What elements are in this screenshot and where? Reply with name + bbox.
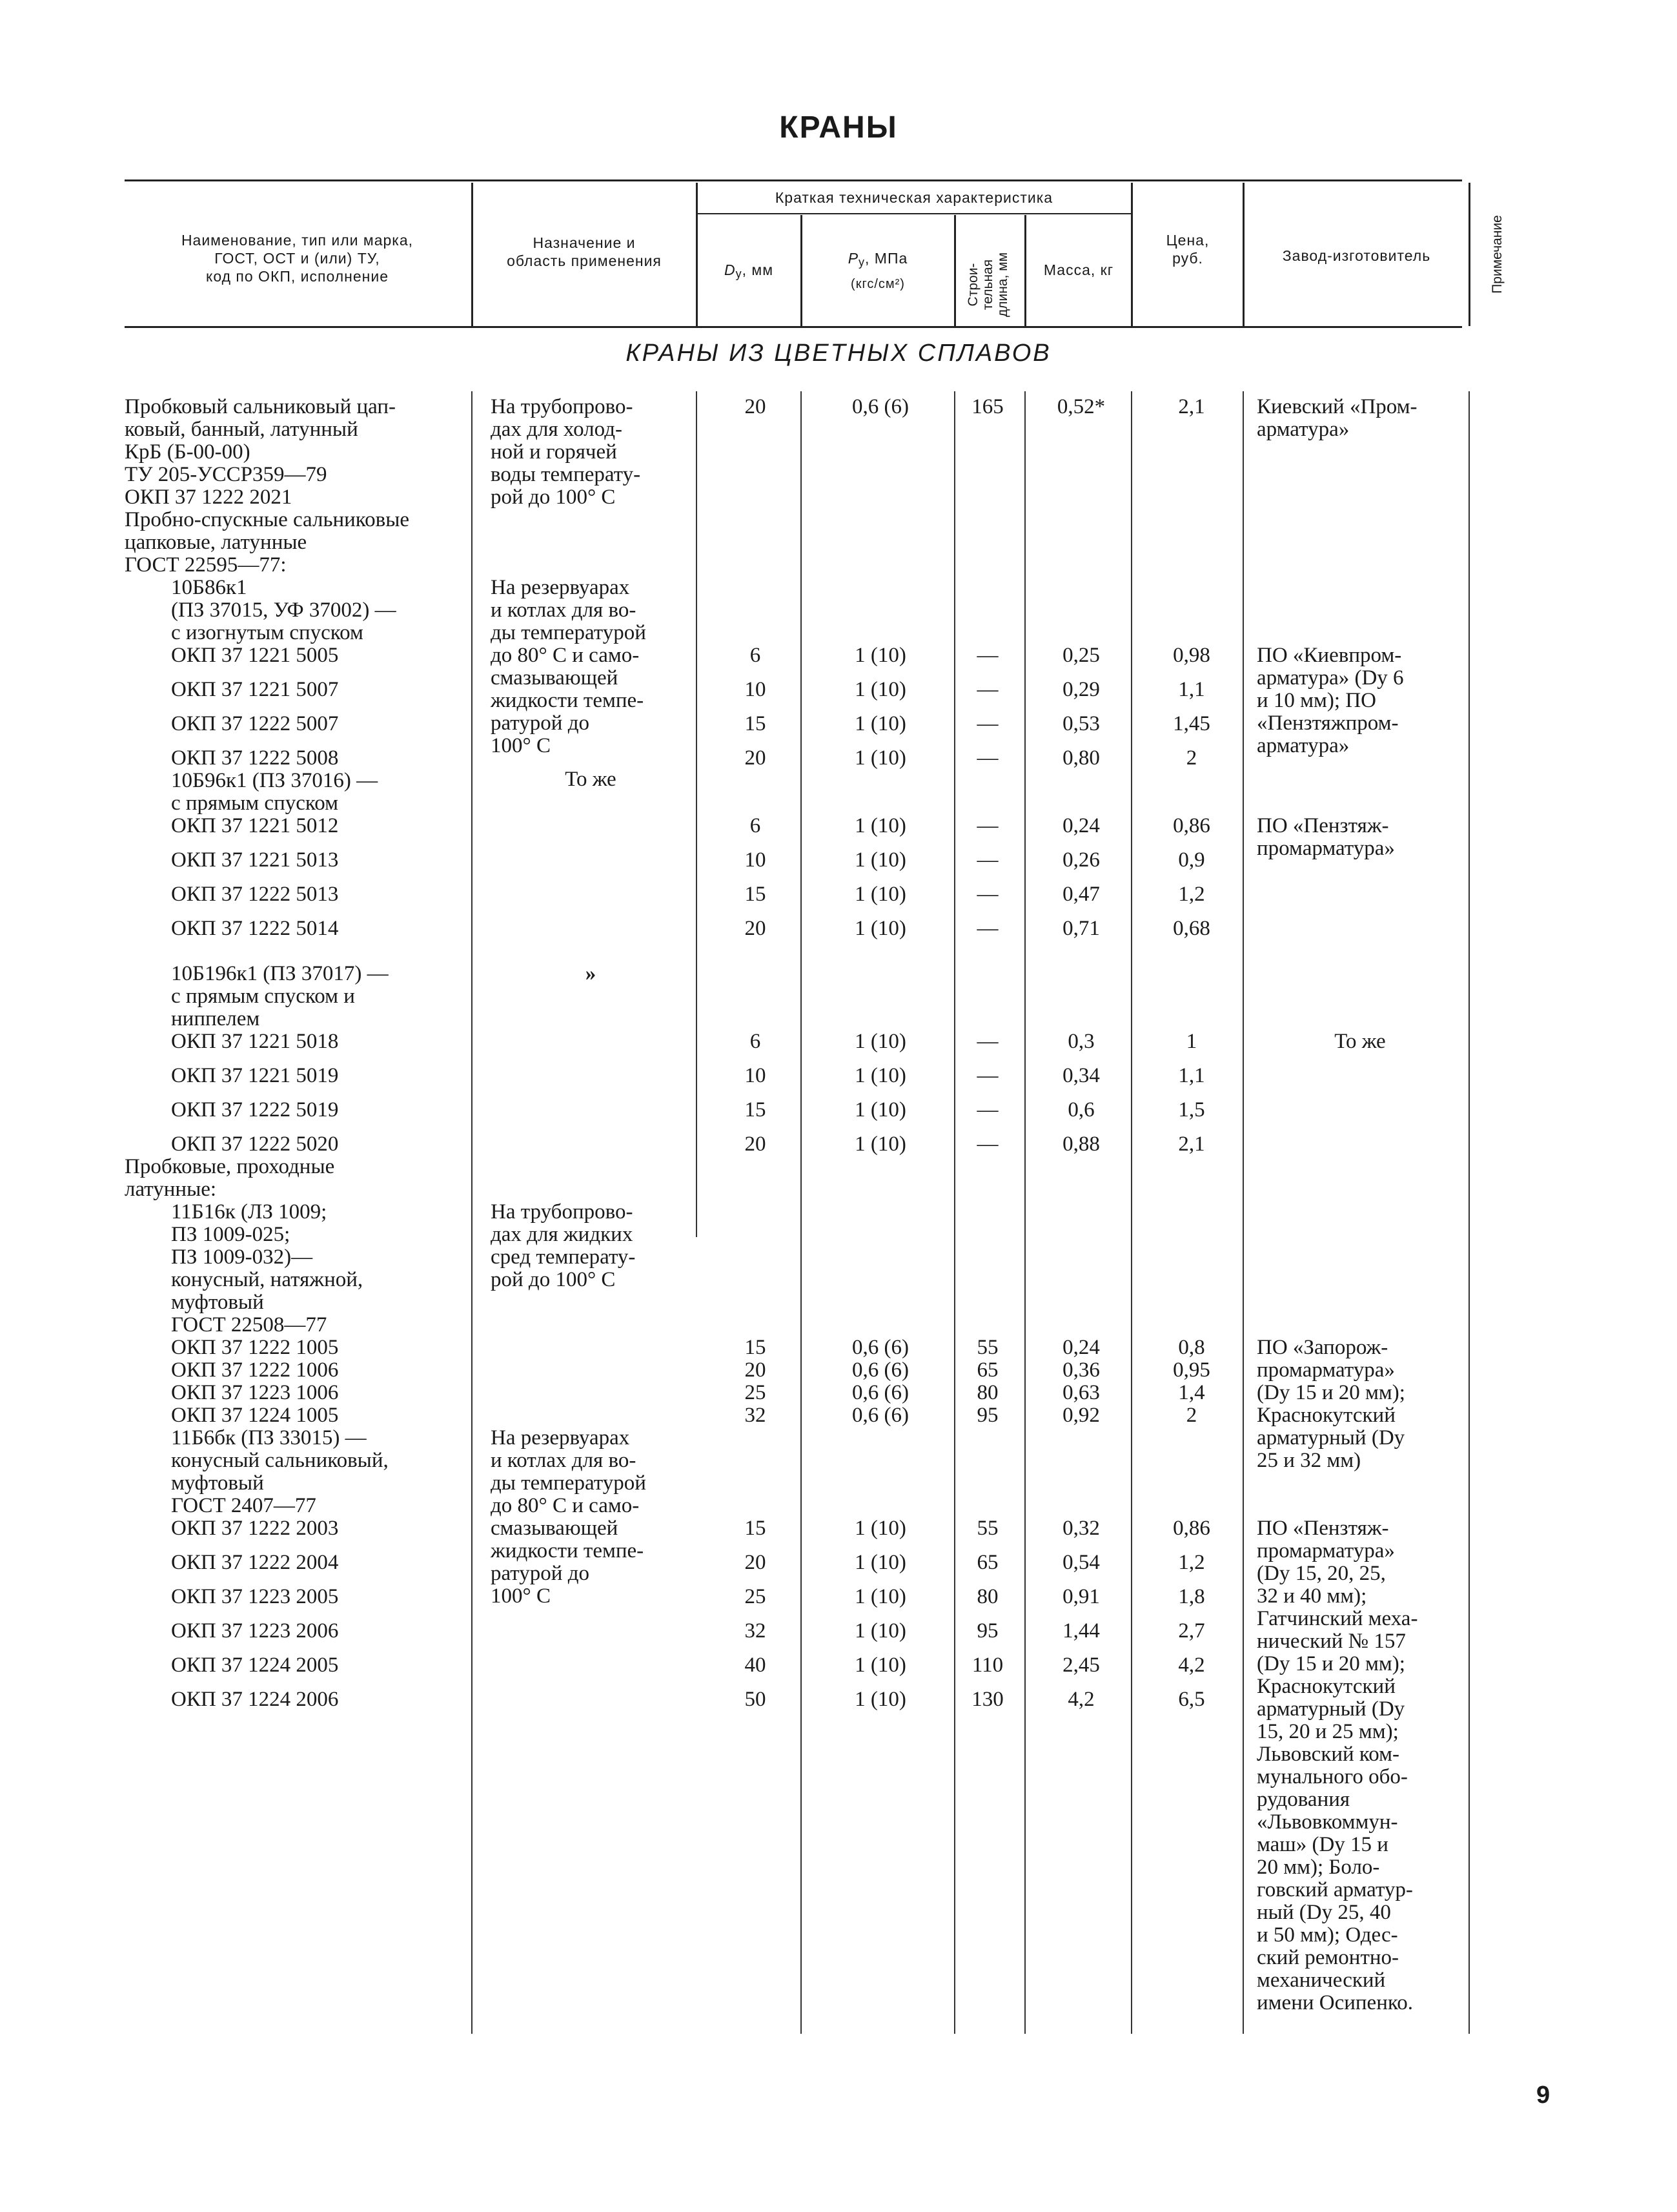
cell-mass: 0,24 (1062, 1336, 1100, 1359)
purpose-line: ды температурой (491, 1471, 646, 1495)
purpose-line: рой до 100° С (491, 1268, 616, 1291)
body-divider-2 (696, 391, 697, 1237)
header-name: Наименование, тип или марка, ГОСТ, ОСТ и (или) ТУ, код по ОКП, исполнение (181, 232, 414, 285)
cell-price: 2,1 (1178, 1132, 1205, 1156)
cell-dn: 25 (744, 1381, 766, 1404)
name-line: ГОСТ 22508—77 (171, 1313, 327, 1336)
maker-line: Львовский ком- (1257, 1743, 1400, 1766)
maker-line: и 10 мм); ПО (1257, 689, 1376, 712)
cell-price: 1 (1186, 1030, 1197, 1053)
maker-line: То же (1334, 1030, 1386, 1053)
cell-price: 6,5 (1178, 1688, 1205, 1711)
cell-pn: 1 (10) (855, 917, 906, 940)
cell-mass: 0,25 (1062, 644, 1100, 667)
maker-line: и 50 мм); Одес- (1257, 1923, 1398, 1947)
name-line: конусный сальниковый, (171, 1449, 389, 1472)
maker-line: 20 мм); Боло- (1257, 1856, 1380, 1879)
header-dn: $D_у$, мм (724, 261, 774, 280)
cell-mass: 0,91 (1062, 1585, 1100, 1608)
cell-dn: 32 (744, 1619, 766, 1643)
maker-line: 25 и 32 мм) (1257, 1449, 1361, 1472)
cell-dn: 20 (744, 917, 766, 940)
cell-mass: 0,63 (1062, 1381, 1100, 1404)
header-tech-group: Краткая техническая характеристика (775, 189, 1053, 206)
cell-price: 0,98 (1173, 644, 1210, 667)
cell-price: 0,68 (1173, 917, 1210, 940)
name-line: ПЗ 1009-025; (171, 1223, 290, 1246)
cell-pn: 0,6 (6) (852, 1404, 909, 1427)
maker-line: арматура» (1257, 418, 1350, 441)
name-line: ОКП 37 1222 5007 (171, 712, 339, 735)
name-line: ОКП 37 1222 5013 (171, 883, 339, 906)
cell-mass: 0,71 (1062, 917, 1100, 940)
header-pn: $P_у$, МПа (кгс/см²) (848, 250, 908, 291)
cell-mass: 0,6 (1068, 1098, 1095, 1121)
purpose-line: до 80° С и само- (491, 644, 640, 667)
name-line: ОКП 37 1222 2021 (125, 486, 292, 509)
cell-pn: 1 (10) (855, 746, 906, 770)
maker-line: промарматура» (1257, 1539, 1395, 1562)
purpose-line: смазывающей (491, 1517, 618, 1540)
cell-pn: 1 (10) (855, 1654, 906, 1677)
cell-pn: 0,6 (6) (852, 395, 909, 418)
cell-price: 0,9 (1178, 848, 1205, 872)
name-line: ТУ 205-УССР359—79 (125, 463, 327, 486)
cell-dn: 15 (744, 883, 766, 906)
cell-dn: 20 (744, 395, 766, 418)
purpose-line: до 80° С и само- (491, 1494, 640, 1517)
col-divider-4 (954, 215, 956, 326)
name-line: Пробковый сальниковый цап- (125, 395, 396, 418)
cell-mass: 0,29 (1062, 678, 1100, 701)
cell-pn: 1 (10) (855, 644, 906, 667)
purpose-line: ды температурой (491, 621, 646, 644)
purpose-line: воды температу- (491, 463, 641, 486)
name-line: 10Б86к1 (171, 576, 247, 599)
page-title: КРАНЫ (779, 110, 898, 145)
cell-price: 1,5 (1178, 1098, 1205, 1121)
name-line: ПЗ 1009-032)— (171, 1245, 313, 1269)
name-line: латунные: (125, 1178, 217, 1201)
purpose-line: На резервуарах (491, 576, 630, 599)
name-line: ОКП 37 1223 2005 (171, 1585, 339, 1608)
cell-mass: 0,92 (1062, 1404, 1100, 1427)
cell-length: — (977, 917, 999, 940)
cell-price: 0,86 (1173, 1517, 1210, 1540)
name-line: ОКП 37 1224 2006 (171, 1688, 339, 1711)
col-divider-8 (1469, 183, 1470, 326)
body-divider-7 (1243, 391, 1244, 2034)
header-bottom-rule (125, 326, 1462, 328)
purpose-line: ратурой до (491, 712, 589, 735)
cell-mass: 4,2 (1068, 1688, 1095, 1711)
cell-length: — (977, 883, 999, 906)
maker-line: 15, 20 и 25 мм); (1257, 1720, 1399, 1743)
section-title: КРАНЫ ИЗ ЦВЕТНЫХ СПЛАВОВ (625, 340, 1052, 367)
cell-length: 65 (977, 1358, 999, 1382)
maker-line: Краснокутский (1257, 1404, 1396, 1427)
maker-line: ПО «Пензтяж- (1257, 1517, 1389, 1540)
cell-mass: 0,32 (1062, 1517, 1100, 1540)
purpose-line: ратурой до (491, 1562, 589, 1585)
cell-dn: 20 (744, 746, 766, 770)
cell-dn: 20 (744, 1132, 766, 1156)
name-line: Пробковые, проходные (125, 1155, 335, 1178)
cell-mass: 0,26 (1062, 848, 1100, 872)
cell-price: 2 (1186, 746, 1197, 770)
purpose-line: То же (565, 768, 616, 791)
name-line: цапковые, латунные (125, 531, 307, 554)
header-mass: Масса, кг (1043, 261, 1114, 278)
maker-line: мунального обо- (1257, 1765, 1408, 1788)
cell-length: 165 (971, 395, 1004, 418)
cell-price: 1,2 (1178, 883, 1205, 906)
maker-line: (Dу 15, 20, 25, (1257, 1562, 1386, 1585)
maker-line: имени Осипенко. (1257, 1991, 1413, 2014)
cell-dn: 20 (744, 1358, 766, 1382)
maker-line: арматурный (Dу (1257, 1697, 1405, 1721)
cell-price: 1,45 (1173, 712, 1210, 735)
name-line: 10Б196к1 (ПЗ 37017) — (171, 962, 389, 985)
cell-mass: 0,3 (1068, 1030, 1095, 1053)
name-line: муфтовый (171, 1291, 264, 1314)
cell-pn: 0,6 (6) (852, 1336, 909, 1359)
name-line: с прямым спуском и (171, 985, 355, 1008)
cell-dn: 15 (744, 1517, 766, 1540)
header-note: Примечание (1490, 215, 1505, 294)
cell-dn: 6 (749, 644, 761, 667)
header-price: Цена, руб. (1166, 232, 1210, 267)
body-divider-3 (800, 391, 802, 2034)
cell-length: 95 (977, 1404, 999, 1427)
maker-line: Краснокутский (1257, 1675, 1396, 1698)
table-top-rule (125, 179, 1462, 181)
purpose-line: сред температу- (491, 1245, 636, 1269)
cell-dn: 10 (744, 1064, 766, 1087)
cell-dn: 6 (749, 814, 761, 837)
maker-line: «Львовкоммун- (1257, 1810, 1398, 1834)
cell-dn: 50 (744, 1688, 766, 1711)
cell-price: 2 (1186, 1404, 1197, 1427)
cell-price: 4,2 (1178, 1654, 1205, 1677)
maker-line: рудования (1257, 1788, 1350, 1811)
cell-length: — (977, 1098, 999, 1121)
maker-line: 32 и 40 мм); (1257, 1584, 1367, 1608)
cell-price: 1,1 (1178, 1064, 1205, 1087)
cell-dn: 25 (744, 1585, 766, 1608)
purpose-line: и котлах для во- (491, 599, 636, 622)
cell-pn: 0,6 (6) (852, 1358, 909, 1382)
name-line: ОКП 37 1221 5013 (171, 848, 339, 872)
name-line: ОКП 37 1221 5012 (171, 814, 339, 837)
cell-price: 2,7 (1178, 1619, 1205, 1643)
body-divider-5 (1024, 391, 1026, 2034)
purpose-line: На трубопрово- (491, 1200, 633, 1224)
name-line: с прямым спуском (171, 792, 338, 815)
maker-line: Гатчинский меха- (1257, 1607, 1418, 1630)
purpose-line: 100° С (491, 1584, 551, 1608)
header-length: Строи- тельная длина, мм (966, 252, 1010, 318)
name-line: 11Б6бк (ПЗ 33015) — (171, 1426, 367, 1449)
purpose-line: смазывающей (491, 666, 618, 690)
cell-mass: 1,44 (1062, 1619, 1100, 1643)
cell-mass: 0,36 (1062, 1358, 1100, 1382)
cell-price: 2,1 (1178, 395, 1205, 418)
cell-dn: 10 (744, 848, 766, 872)
name-line: Пробно-спускные сальниковые (125, 508, 410, 531)
purpose-line: 100° С (491, 734, 551, 757)
cell-length: — (977, 848, 999, 872)
purpose-line: дах для холод- (491, 418, 622, 441)
cell-price: 1,4 (1178, 1381, 1205, 1404)
cell-price: 0,86 (1173, 814, 1210, 837)
cell-mass: 0,34 (1062, 1064, 1100, 1087)
name-line: 10Б96к1 (ПЗ 37016) — (171, 769, 378, 792)
body-divider-8 (1469, 391, 1470, 2034)
name-line: ОКП 37 1222 2003 (171, 1517, 339, 1540)
purpose-line: рой до 100° С (491, 486, 616, 509)
maker-line: маш» (Dу 15 и (1257, 1833, 1388, 1856)
cell-pn: 1 (10) (855, 1517, 906, 1540)
cell-pn: 1 (10) (855, 1132, 906, 1156)
maker-line: (Dу 15 и 20 мм); (1257, 1652, 1405, 1675)
cell-pn: 1 (10) (855, 712, 906, 735)
name-line: ОКП 37 1221 5018 (171, 1030, 339, 1053)
name-line: ГОСТ 22595—77: (125, 553, 287, 577)
cell-dn: 10 (744, 678, 766, 701)
purpose-line: ной и горячей (491, 440, 617, 464)
cell-pn: 0,6 (6) (852, 1381, 909, 1404)
cell-mass: 0,52* (1057, 395, 1106, 418)
cell-pn: 1 (10) (855, 1585, 906, 1608)
name-line: ОКП 37 1221 5005 (171, 644, 339, 667)
group-rule (697, 213, 1131, 214)
maker-line: (Dу 15 и 20 мм); (1257, 1381, 1405, 1404)
cell-length: 95 (977, 1619, 999, 1643)
cell-pn: 1 (10) (855, 1619, 906, 1643)
name-line: ОКП 37 1222 2004 (171, 1551, 339, 1574)
cell-mass: 0,24 (1062, 814, 1100, 837)
cell-length: 110 (971, 1654, 1004, 1677)
name-line: ОКП 37 1222 1006 (171, 1358, 339, 1382)
cell-dn: 15 (744, 1336, 766, 1359)
purpose-line: и котлах для во- (491, 1449, 636, 1472)
cell-length: 130 (971, 1688, 1004, 1711)
cell-length: 80 (977, 1381, 999, 1404)
cell-dn: 40 (744, 1654, 766, 1677)
cell-mass: 2,45 (1062, 1654, 1100, 1677)
body-divider-6 (1131, 391, 1132, 2034)
cell-pn: 1 (10) (855, 1098, 906, 1121)
maker-line: «Пензтяжпром- (1257, 712, 1399, 735)
purpose-line: жидкости темпе- (491, 689, 644, 712)
cell-dn: 20 (744, 1551, 766, 1574)
maker-line: Киевский «Пром- (1257, 395, 1418, 418)
cell-length: — (977, 1132, 999, 1156)
name-line: ниппелем (171, 1007, 260, 1030)
cell-mass: 0,53 (1062, 712, 1100, 735)
cell-length: — (977, 746, 999, 770)
maker-line: арматурный (Dу (1257, 1426, 1405, 1449)
maker-line: говский арматур- (1257, 1878, 1413, 1901)
name-line: ковый, банный, латунный (125, 418, 358, 441)
maker-line: арматура» (1257, 734, 1350, 757)
cell-length: 80 (977, 1585, 999, 1608)
name-line: 11Б16к (ЛЗ 1009; (171, 1200, 327, 1224)
cell-length: — (977, 1030, 999, 1053)
purpose-line: На трубопрово- (491, 395, 633, 418)
page-number: 9 (1536, 2082, 1550, 2109)
cell-dn: 6 (749, 1030, 761, 1053)
maker-line: механический (1257, 1969, 1386, 1992)
cell-mass: 0,54 (1062, 1551, 1100, 1574)
name-line: КрБ (Б-00-00) (125, 440, 250, 464)
name-line: ОКП 37 1222 5020 (171, 1132, 339, 1156)
maker-line: ский ремонтно- (1257, 1946, 1399, 1969)
maker-line: ПО «Киевпром- (1257, 644, 1402, 667)
cell-price: 0,8 (1178, 1336, 1205, 1359)
maker-line: ПО «Пензтяж- (1257, 814, 1389, 837)
cell-pn: 1 (10) (855, 1551, 906, 1574)
header-maker: Завод-изготовитель (1282, 247, 1431, 264)
purpose-line: жидкости темпе- (491, 1539, 644, 1562)
name-line: муфтовый (171, 1471, 264, 1495)
col-divider-1 (471, 183, 473, 326)
cell-dn: 32 (744, 1404, 766, 1427)
cell-length: — (977, 814, 999, 837)
maker-line: ный (Dу 25, 40 (1257, 1901, 1391, 1924)
cell-dn: 15 (744, 712, 766, 735)
maker-line: ПО «Запорож- (1257, 1336, 1388, 1359)
cell-pn: 1 (10) (855, 883, 906, 906)
name-line: ОКП 37 1221 5019 (171, 1064, 339, 1087)
name-line: (ПЗ 37015, УФ 37002) — (171, 599, 396, 622)
maker-line: промарматура» (1257, 1358, 1395, 1382)
cell-length: 55 (977, 1517, 999, 1540)
name-line: ОКП 37 1224 2005 (171, 1654, 339, 1677)
name-line: ОКП 37 1223 1006 (171, 1381, 339, 1404)
cell-price: 1,2 (1178, 1551, 1205, 1574)
purpose-line: На резервуарах (491, 1426, 630, 1449)
cell-price: 1,8 (1178, 1585, 1205, 1608)
cell-mass: 0,80 (1062, 746, 1100, 770)
cell-length: — (977, 678, 999, 701)
name-line: ОКП 37 1223 2006 (171, 1619, 339, 1643)
purpose-line: дах для жидких (491, 1223, 633, 1246)
cell-mass: 0,47 (1062, 883, 1100, 906)
cell-dn: 15 (744, 1098, 766, 1121)
name-line: с изогнутым спуском (171, 621, 363, 644)
maker-line: промарматура» (1257, 837, 1395, 860)
cell-pn: 1 (10) (855, 678, 906, 701)
maker-line: нический № 157 (1257, 1630, 1406, 1653)
cell-mass: 0,88 (1062, 1132, 1100, 1156)
body-divider-4 (954, 391, 955, 2034)
body-divider-1 (471, 391, 473, 2034)
header-purpose: Назначение и область применения (507, 234, 662, 269)
cell-pn: 1 (10) (855, 1064, 906, 1087)
cell-length: — (977, 712, 999, 735)
cell-price: 1,1 (1178, 678, 1205, 701)
cell-length: — (977, 1064, 999, 1087)
name-line: ОКП 37 1222 1005 (171, 1336, 339, 1359)
name-line: ОКП 37 1221 5007 (171, 678, 339, 701)
cell-length: 55 (977, 1336, 999, 1359)
cell-pn: 1 (10) (855, 1030, 906, 1053)
name-line: ОКП 37 1224 1005 (171, 1404, 339, 1427)
name-line: конусный, натяжной, (171, 1268, 363, 1291)
maker-line: арматура» (Dу 6 (1257, 666, 1404, 690)
cell-length: — (977, 644, 999, 667)
cell-pn: 1 (10) (855, 1688, 906, 1711)
cell-pn: 1 (10) (855, 814, 906, 837)
cell-price: 0,95 (1173, 1358, 1210, 1382)
purpose-line: » (585, 962, 596, 985)
name-line: ОКП 37 1222 5019 (171, 1098, 339, 1121)
name-line: ОКП 37 1222 5014 (171, 917, 339, 940)
name-line: ГОСТ 2407—77 (171, 1494, 316, 1517)
cell-pn: 1 (10) (855, 848, 906, 872)
cell-length: 65 (977, 1551, 999, 1574)
name-line: ОКП 37 1222 5008 (171, 746, 339, 770)
